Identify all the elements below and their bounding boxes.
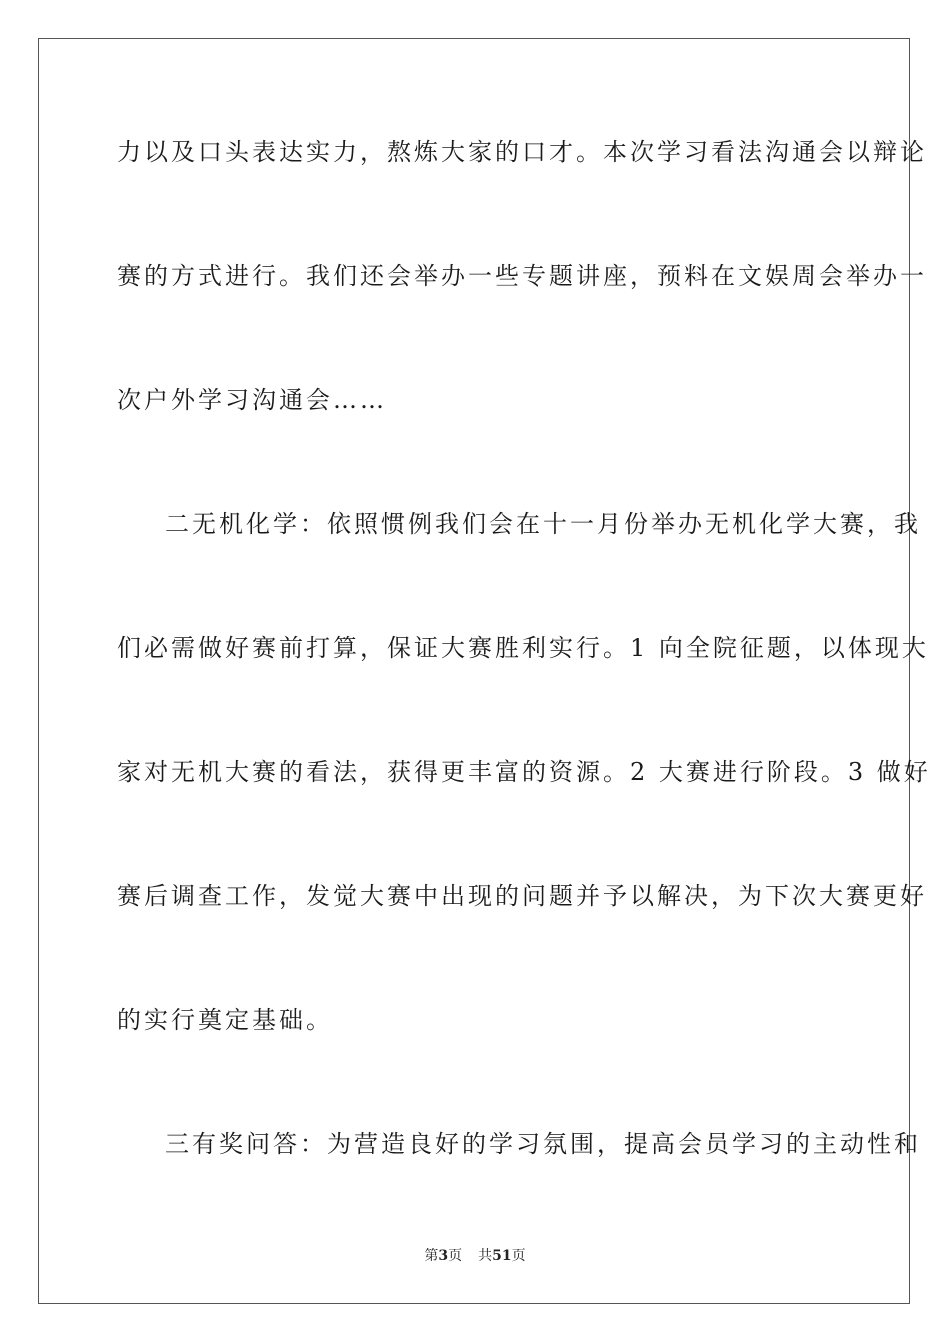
total-pages: 51 xyxy=(492,1248,512,1264)
body-text-line: 赛后调查工作，发觉大赛中出现的问题并予以解决，为下次大赛更好 xyxy=(117,882,927,910)
page-prefix: 第 xyxy=(424,1248,439,1264)
section-heading-line: 三有奖问答：为营造良好的学习氛围，提高会员学习的主动性和 xyxy=(165,1130,921,1158)
body-text-line: 次户外学习沟通会…… xyxy=(117,386,387,414)
page-footer xyxy=(0,1247,950,1265)
body-text-line: 的实行奠定基础。 xyxy=(117,1006,333,1034)
body-text-line: 赛的方式进行。我们还会举办一些专题讲座，预料在文娱周会举办一 xyxy=(117,262,927,290)
page-number: 3 xyxy=(438,1248,449,1264)
section-heading-line: 二无机化学：依照惯例我们会在十一月份举办无机化学大赛，我 xyxy=(165,510,921,538)
total-suffix: 页 xyxy=(511,1248,526,1264)
body-text-line: 们必需做好赛前打算，保证大赛胜利实行。1 向全院征题，以体现大 xyxy=(117,634,929,662)
page-suffix: 页 xyxy=(448,1248,463,1264)
total-prefix: 共 xyxy=(478,1248,493,1264)
body-text-line: 力以及口头表达实力，熬炼大家的口才。本次学习看法沟通会以辩论 xyxy=(117,138,927,166)
body-text-line: 家对无机大赛的看法，获得更丰富的资源。2 大赛进行阶段。3 做好 xyxy=(117,758,931,786)
page-border xyxy=(38,38,910,1304)
